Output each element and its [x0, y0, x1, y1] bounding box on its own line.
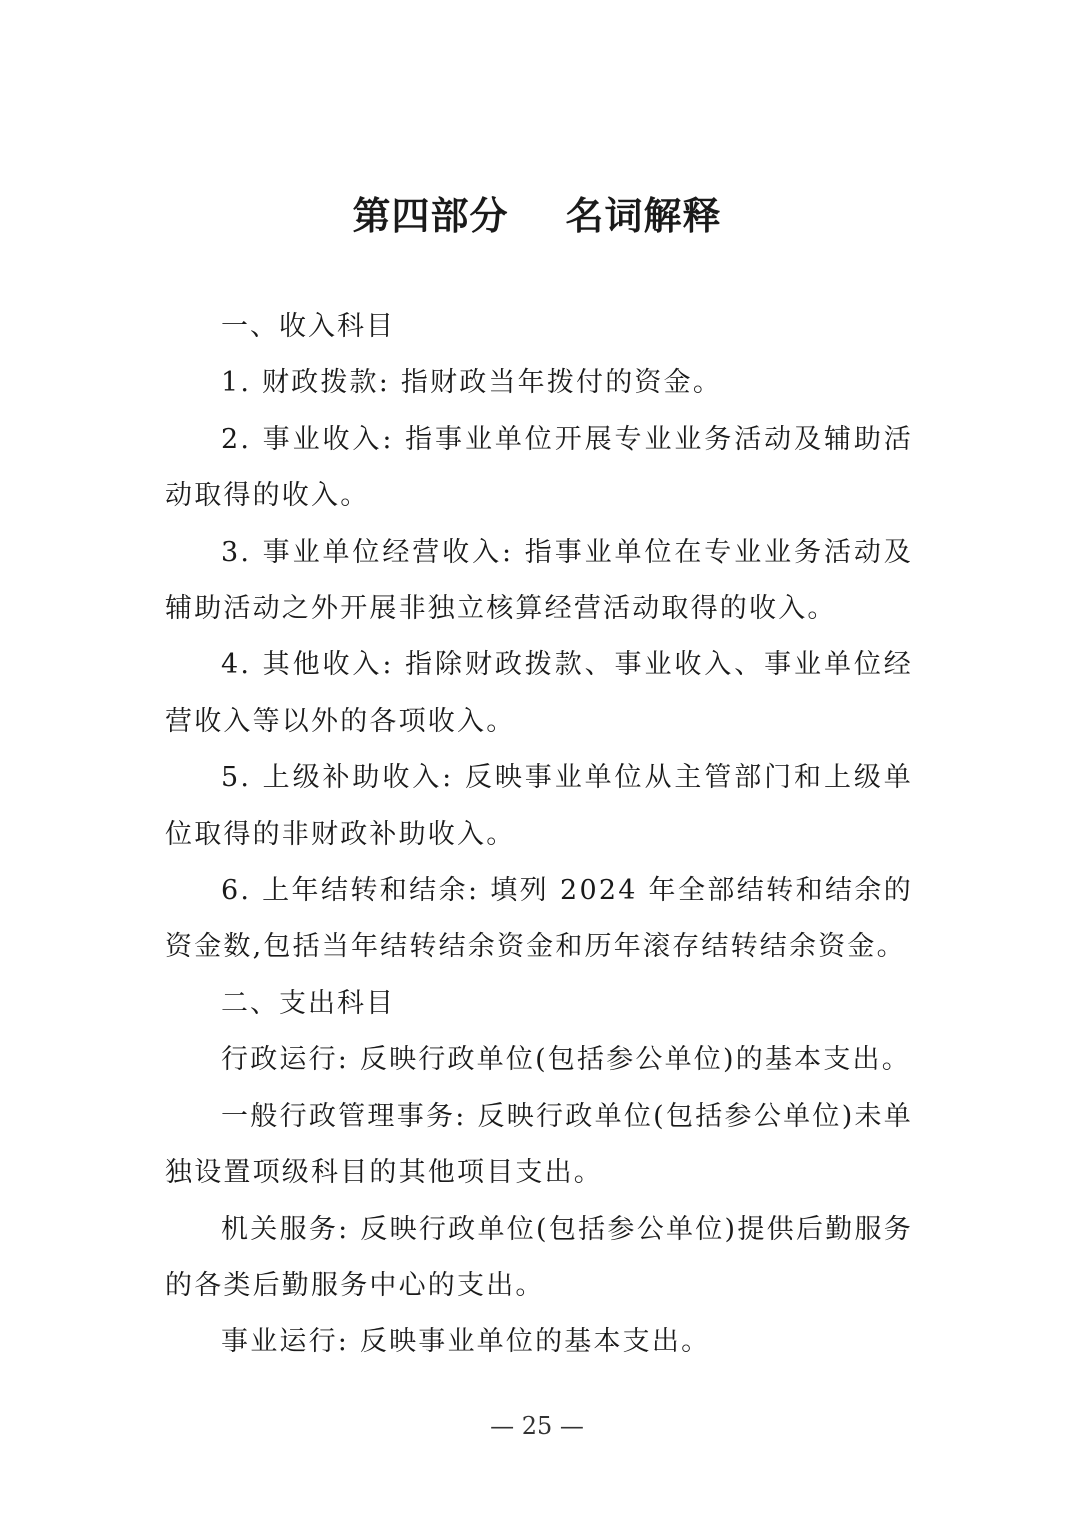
document-body: [165, 299, 913, 1371]
income-item-4: 4. 其他收入: 指除财政拨款、事业收入、事业单位经营收入等以外的各项收入。: [165, 649, 913, 737]
expenditure-item-3: 机关服务: 反映行政单位(包括参公单位)提供后勤服务的各类后勤服务中心的支出。: [165, 1213, 913, 1301]
income-item-3: 3. 事业单位经营收入: 指事业单位在专业业务活动及辅助活动之外开展非独立核算经营活动取得的收入。: [165, 536, 913, 625]
section-heading-expenditure: 二、支出科目: [221, 987, 395, 1019]
income-item-1: 1. 财政拨款: 指财政当年拨付的资金。: [221, 367, 723, 399]
expenditure-item-2: 一般行政管理事务: 反映行政单位(包括参公单位)未单独设置项级科目的其他项目支出。: [165, 1100, 913, 1189]
expenditure-item-4: 事业运行: 反映事业单位的基本支出。: [221, 1326, 711, 1358]
page-title: 第四部分 名词解释: [352, 194, 722, 238]
page-number: — 25 —: [490, 1412, 584, 1440]
section-heading-income: 一、收入科目: [221, 311, 395, 342]
expenditure-item-1: 行政运行: 反映行政单位(包括参公单位)的基本支出。: [221, 1044, 911, 1076]
income-item-2: 2. 事业收入: 指事业单位开展专业业务活动及辅助活动取得的收入。: [165, 423, 913, 512]
income-item-5: 5. 上级补助收入: 反映事业单位从主管部门和上级单位取得的非财政补助收入。: [165, 762, 913, 850]
income-item-6: 6. 上年结转和结余: 填列 2024 年全部结转和结余的资金数,包括当年结转结余资金和历年滚存结转结余资金。: [165, 875, 913, 963]
